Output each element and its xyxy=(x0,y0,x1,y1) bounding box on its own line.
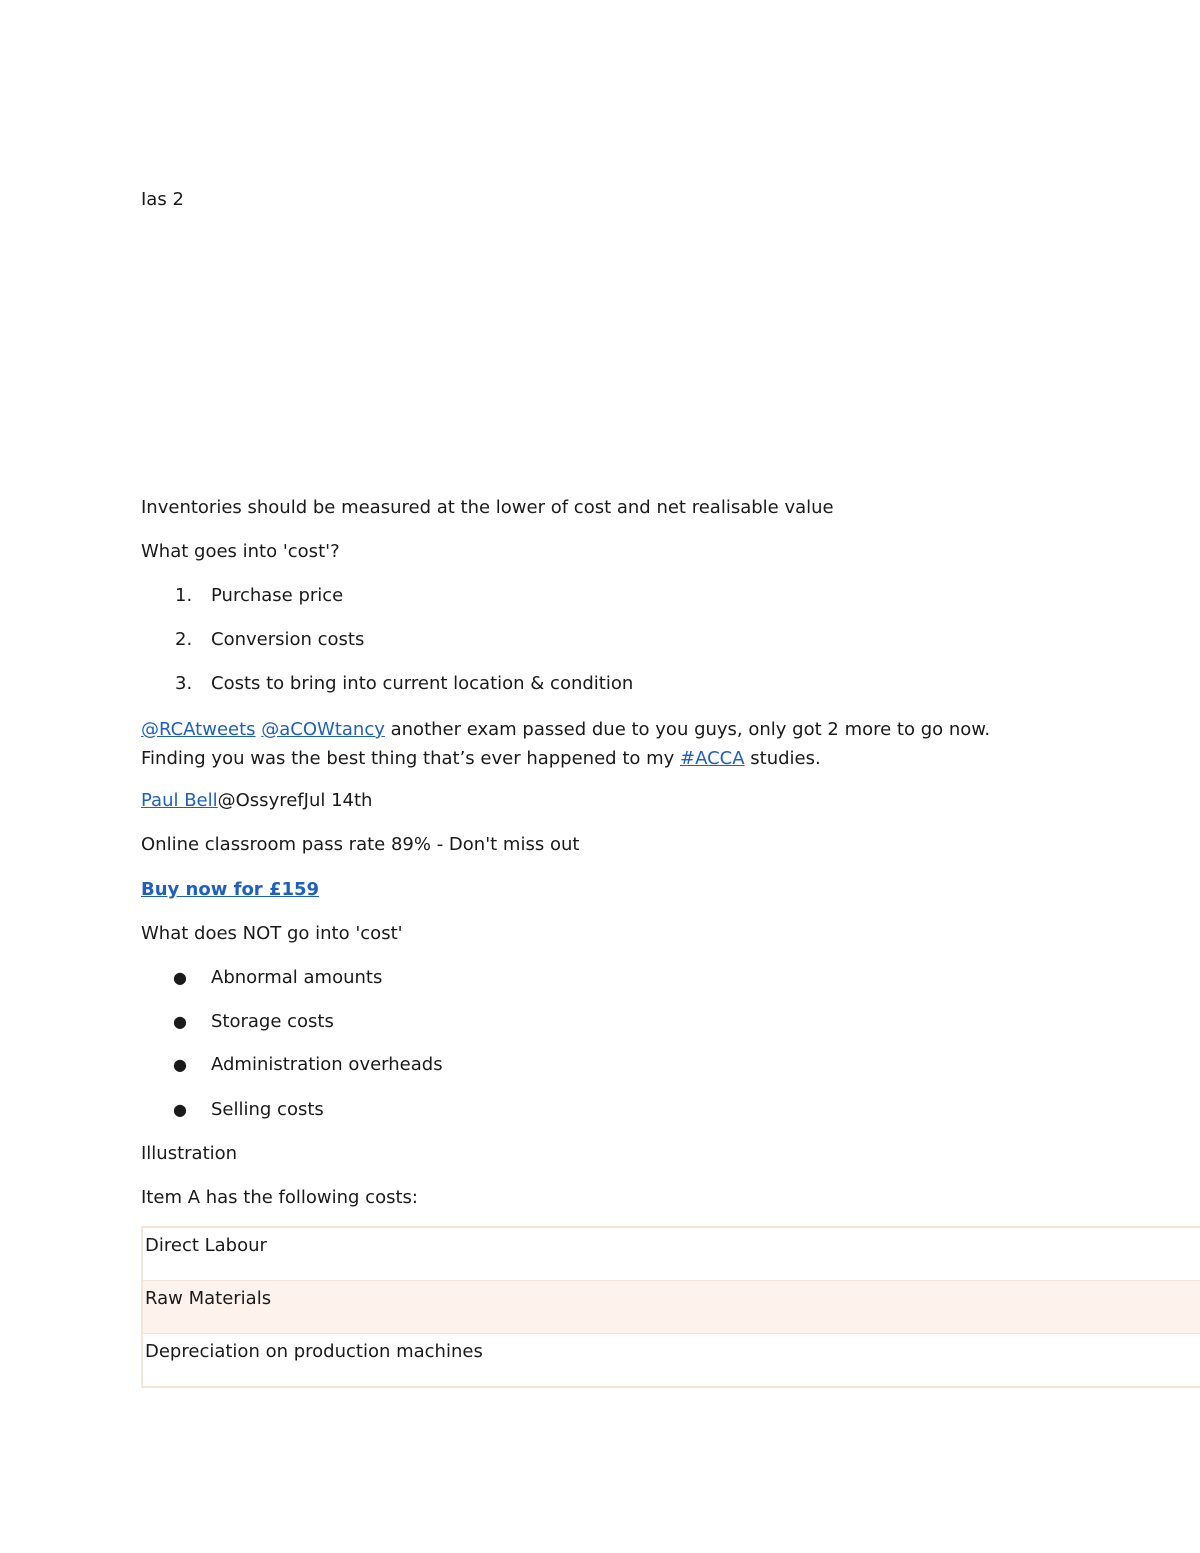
bullet-icon: ● xyxy=(173,1055,187,1074)
cost-question: What goes into 'cost'? xyxy=(141,541,340,562)
table-cell: Raw Materials xyxy=(142,1281,1200,1334)
tweet-text: another exam passed due to you guys, only got 2 more to go now. Finding you was the best thing that’s ever happened to my xyxy=(141,719,991,769)
costs-table xyxy=(141,1226,1200,1388)
author-name-link[interactable]: Paul Bell xyxy=(141,790,218,811)
list-item-text: Conversion costs xyxy=(211,629,365,650)
document-title: Ias 2 xyxy=(141,189,184,210)
list-item-text: Purchase price xyxy=(211,585,344,606)
tweet-text-end: studies. xyxy=(744,748,821,769)
list-item-text: Administration overheads xyxy=(211,1054,443,1075)
table-row xyxy=(142,1334,1200,1388)
bullet-icon: ● xyxy=(173,1100,187,1119)
table-cell: Depreciation on production machines xyxy=(142,1334,1200,1388)
table-cell: Direct Labour xyxy=(142,1227,1200,1281)
bullet-icon: ● xyxy=(173,1012,187,1031)
tweet-author xyxy=(141,787,372,815)
table-row xyxy=(142,1281,1200,1334)
buy-now-link[interactable]: Buy now for £159 xyxy=(141,879,320,900)
list-item-text: Selling costs xyxy=(211,1099,324,1120)
hashtag-link-acca[interactable]: #ACCA xyxy=(680,748,745,769)
list-item-text: Costs to bring into current location & condition xyxy=(211,673,634,694)
table-row xyxy=(142,1227,1200,1281)
item-intro: Item A has the following costs: xyxy=(141,1187,418,1208)
list-number: 3. xyxy=(175,673,193,694)
testimonial-tweet xyxy=(141,715,1051,773)
list-item-text: Storage costs xyxy=(211,1011,334,1032)
mention-link-rcatweets[interactable]: @RCAtweets xyxy=(141,719,256,740)
illustration-heading: Illustration xyxy=(141,1143,238,1164)
list-item-text: Abnormal amounts xyxy=(211,967,383,988)
list-number: 1. xyxy=(175,585,193,606)
author-handle-date: @OssyrefJul 14th xyxy=(217,790,373,811)
bullet-icon: ● xyxy=(173,968,187,987)
intro-text: Inventories should be measured at the lower of cost and net realisable value xyxy=(141,497,834,518)
buy-now-link-wrapper xyxy=(141,876,319,904)
mention-link-acowtancy[interactable]: @aCOWtancy xyxy=(261,719,385,740)
promo-text: Online classroom pass rate 89% - Don't miss out xyxy=(141,834,580,855)
list-number: 2. xyxy=(175,629,193,650)
not-cost-question: What does NOT go into 'cost' xyxy=(141,923,403,944)
